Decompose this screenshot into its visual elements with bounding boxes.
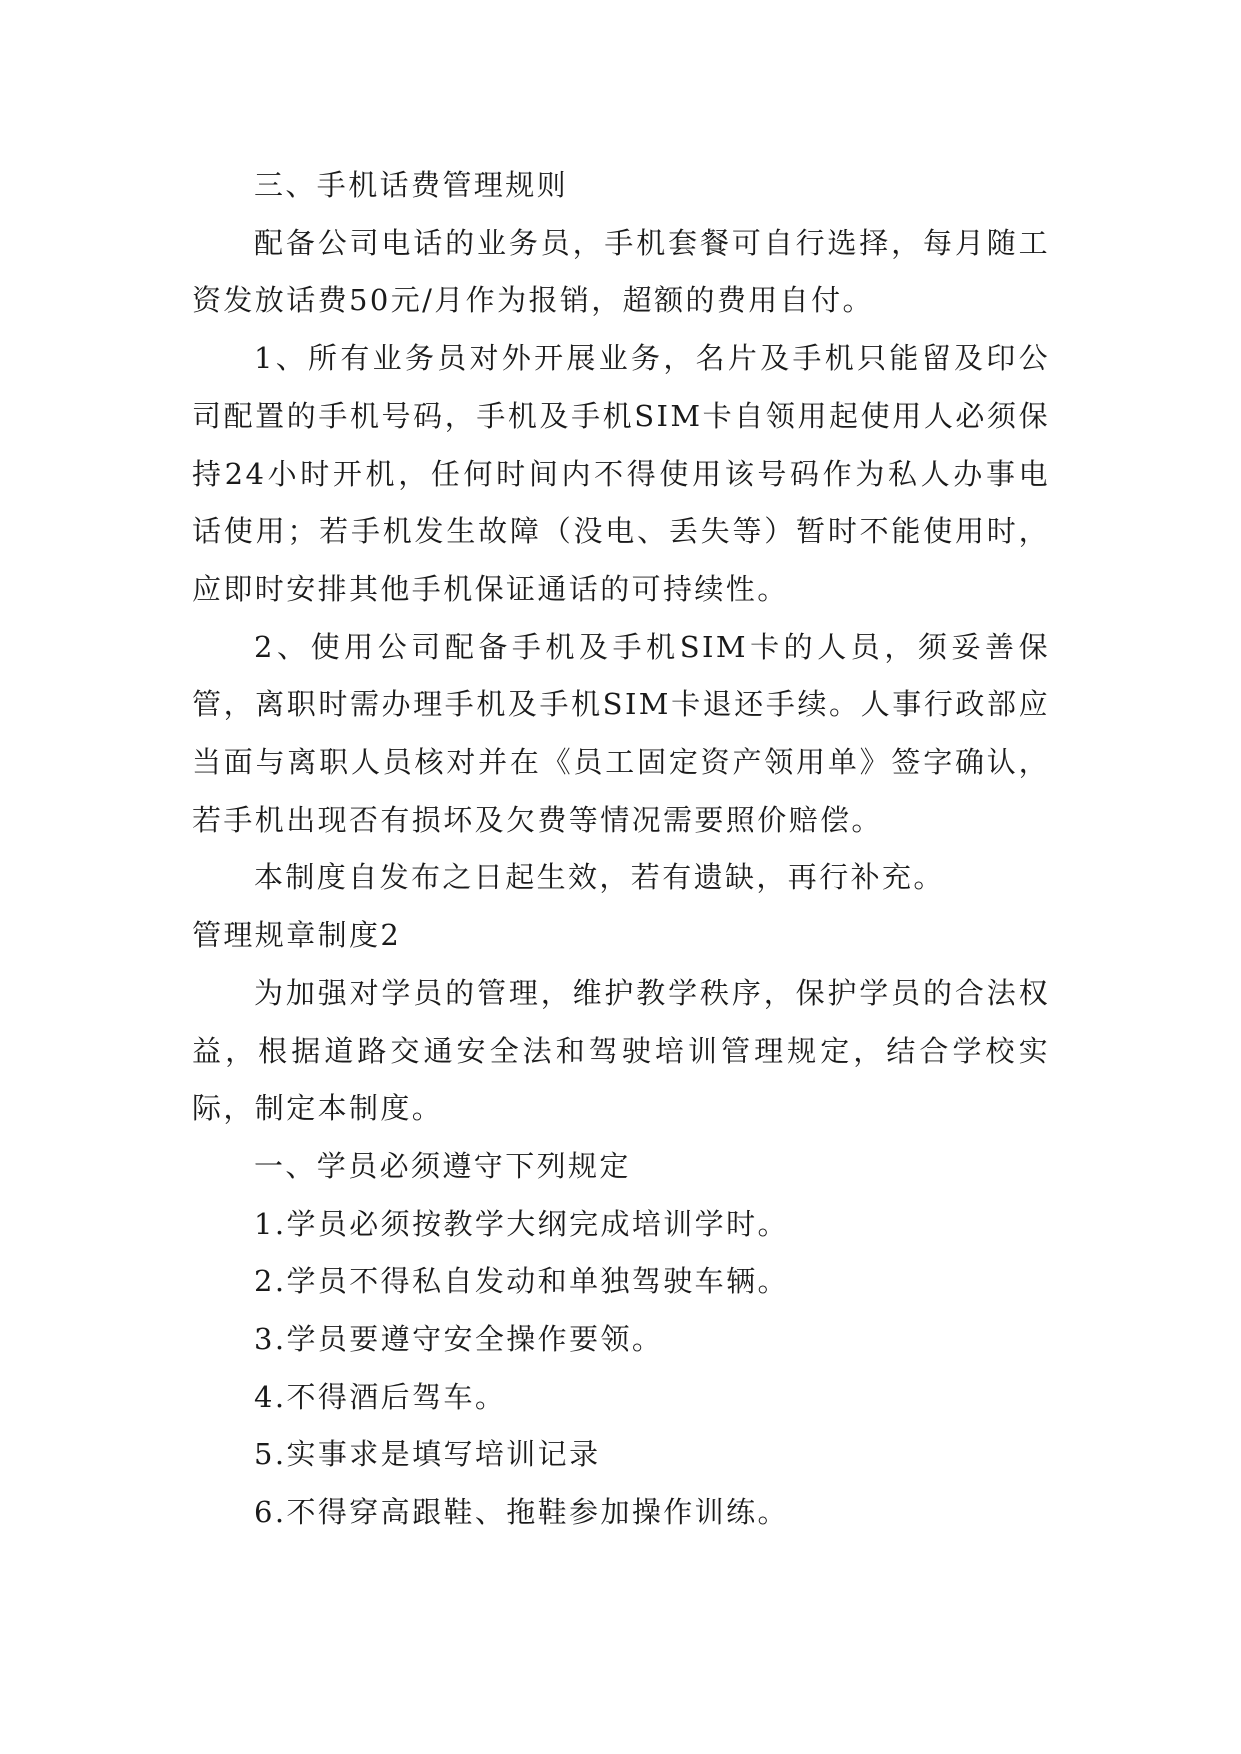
paragraph-intro: 为加强对学员的管理，维护教学秩序，保护学员的合法权益，根据道路交通安全法和驾驶培训管理规定，结合学校实际，制定本制度。	[192, 975, 1050, 1126]
section-heading-student-rules: 一、学员必须遵守下列规定	[254, 1148, 631, 1183]
list-item: 5.实事求是填写培训记录	[254, 1437, 601, 1472]
list-item: 1.学员必须按教学大纲完成培训学时。	[254, 1206, 789, 1241]
list-item: 4.不得酒后驾车。	[254, 1379, 507, 1414]
paragraph-rule-1: 1、所有业务员对外开展业务，名片及手机只能留及印公司配置的手机号码，手机及手机SIM卡自领用起使用人必须保持24小时开机，任何时间内不得使用该号码作为私人办事电话使用；若手机发生故障（没电、丢失等）暂时不能使用时，应即时安排其他手机保证通话的可持续性。	[192, 341, 1050, 606]
document-title-2: 管理规章制度2	[192, 918, 402, 953]
list-item: 2.学员不得私自发动和单独驾驶车辆。	[254, 1264, 789, 1299]
paragraph-phone-allowance: 配备公司电话的业务员，手机套餐可自行选择，每月随工资发放话费50元/月作为报销，超额的费用自付。	[192, 225, 1050, 318]
list-item: 3.学员要遵守安全操作要领。	[254, 1322, 664, 1357]
paragraph-effective-date: 本制度自发布之日起生效，若有遗缺，再行补充。	[254, 860, 945, 895]
paragraph-rule-2: 2、使用公司配备手机及手机SIM卡的人员，须妥善保管，离职时需办理手机及手机SIM卡退还手续。人事行政部应当面与离职人员核对并在《员工固定资产领用单》签字确认，若手机出现否有损坏及欠费等情况需要照价赔偿。	[192, 629, 1050, 837]
list-item: 6.不得穿高跟鞋、拖鞋参加操作训练。	[254, 1495, 789, 1530]
section-heading-phone-fee: 三、手机话费管理规则	[254, 168, 569, 202]
document-body	[192, 157, 1050, 1542]
